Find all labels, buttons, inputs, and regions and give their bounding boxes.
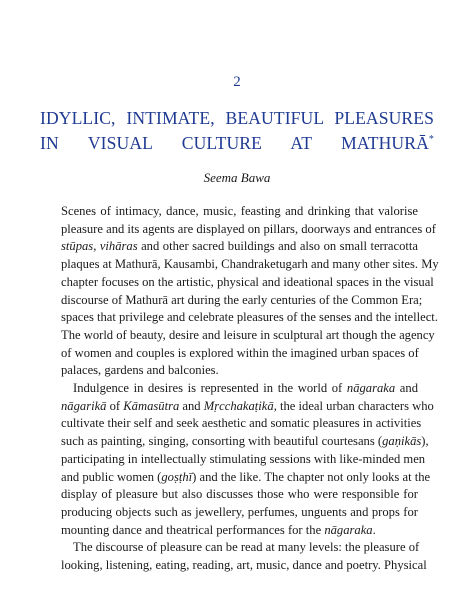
text-run: and public women (	[61, 469, 162, 484]
chapter-title-line-2	[40, 131, 434, 156]
italic-term: nāgaraka	[346, 381, 396, 396]
paragraph	[61, 539, 427, 574]
text-line	[61, 327, 435, 345]
text-line	[61, 238, 418, 256]
text-run: chapter focuses on the artistic, physical and ideational spaces in the visual	[61, 274, 434, 289]
text-run: , the ideal urban characters who	[273, 398, 434, 413]
text-run: palaces, gardens and balconies.	[61, 363, 219, 378]
text-line	[61, 309, 438, 327]
text-line	[61, 274, 434, 292]
italic-term: Kāmasūtra	[123, 398, 180, 413]
text-line	[61, 486, 418, 504]
chapter-title-line-2-text: IN VISUAL CULTURE AT MATHURĀ	[40, 133, 429, 153]
text-line	[61, 557, 427, 575]
chapter-number: 2	[233, 74, 241, 90]
footnote-marker[interactable]: *	[428, 134, 434, 146]
text-run: display of pleasure but also discusses those who were responsible for	[61, 487, 418, 502]
italic-term: nāgaraka	[324, 522, 373, 537]
body-text	[61, 203, 439, 575]
text-run: ),	[421, 434, 429, 449]
text-line	[61, 380, 418, 398]
text-run: such as painting, singing, consorting with beautiful courtesans (	[61, 434, 383, 449]
text-run: spaces that privilege and celebrate pleasures of the senses and the intellect.	[61, 310, 438, 325]
text-run: of women and couples is explored within the imagined urban spaces of	[61, 345, 419, 360]
paragraph	[61, 380, 434, 539]
italic-term: goṣṭhī	[161, 469, 193, 484]
chapter-title	[40, 106, 434, 156]
chapter-title-line-1: IDYLLIC, INTIMATE, BEAUTIFUL PLEASURES	[40, 108, 434, 128]
text-run: Indulgence in desires is represented in the world of	[73, 381, 347, 396]
text-line	[61, 292, 423, 310]
text-run: and	[179, 398, 204, 413]
italic-term: gaṇikās	[382, 434, 422, 449]
text-run: pleasure and its agents are displayed on pillars, doorways and entrances of	[61, 221, 436, 236]
text-run: of	[106, 398, 124, 413]
text-run: producing objects such as jewellery, perfumes, unguents and props for	[61, 504, 418, 519]
text-run: ) and the like. The chapter not only looks at the	[192, 469, 431, 484]
text-line	[61, 433, 429, 451]
italic-term: Mṛcchakaṭikā	[203, 398, 274, 413]
author-name: Seema Bawa	[203, 170, 271, 185]
text-line	[61, 256, 439, 274]
text-run: looking, listening, eating, reading, art, music, dance and poetry. Physical	[61, 558, 427, 573]
text-line	[61, 415, 422, 433]
italic-term: stūpas, vihāras	[61, 239, 138, 254]
text-line	[61, 203, 418, 221]
text-run: and	[395, 381, 418, 396]
text-line	[61, 345, 418, 363]
text-run: Scenes of intimacy, dance, music, feasting and drinking that valorise	[61, 204, 418, 218]
paragraph	[61, 203, 439, 380]
text-run: plaques at Mathurā, Kausambi, Chandraketugarh and many other sites. My	[61, 257, 439, 272]
text-run: and other sacred buildings and also on small terracotta	[137, 239, 418, 254]
text-line	[61, 398, 434, 416]
text-run: mounting dance and theatrical performances for the	[61, 522, 325, 537]
italic-term: nāgarikā	[61, 398, 107, 413]
text-run: participating in intellectually stimulating sessions with like-minded men	[61, 451, 426, 466]
text-run: .	[372, 522, 376, 537]
text-line	[61, 504, 418, 522]
text-line	[61, 362, 418, 380]
text-line	[61, 221, 436, 239]
text-line	[61, 522, 418, 540]
text-run: discourse of Mathurā art during the early centuries of the Common Era;	[61, 292, 423, 307]
text-line	[61, 469, 431, 487]
text-run: The discourse of pleasure can be read at many levels: the pleasure of	[73, 540, 420, 555]
text-run: The world of beauty, desire and leisure in sculptural art though the agency	[61, 327, 435, 342]
text-line	[61, 451, 426, 469]
text-line	[61, 539, 418, 557]
text-run: cultivate their self and seek aesthetic and somatic pleasures in activities	[61, 416, 422, 431]
